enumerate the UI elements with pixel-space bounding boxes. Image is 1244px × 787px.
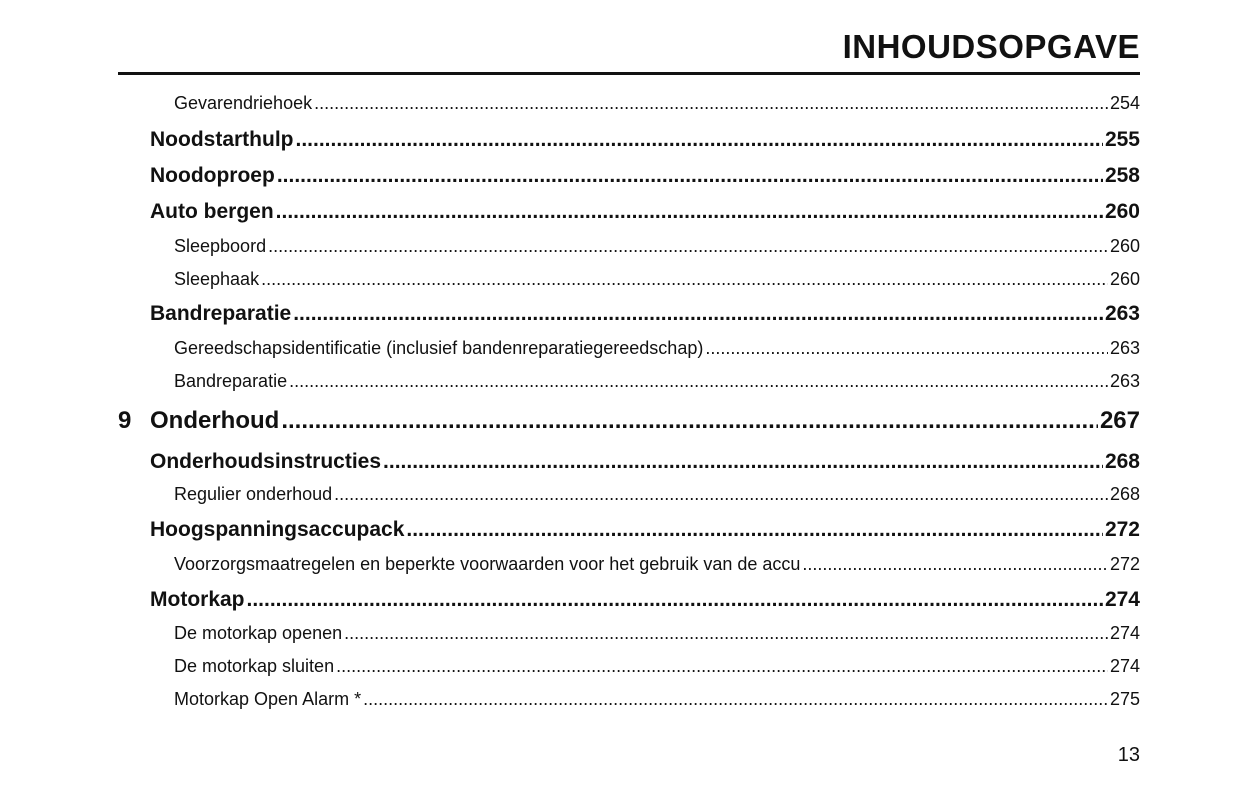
dot-leader xyxy=(314,93,1108,114)
toc-entry-page: 268 xyxy=(1109,484,1140,504)
dot-leader xyxy=(344,623,1108,644)
toc-entry-page: 258 xyxy=(1104,164,1140,187)
toc-entry-label: Sleephaak xyxy=(174,269,260,289)
toc-entry-label: Auto bergen xyxy=(150,200,274,223)
toc-entry-page: 267 xyxy=(1099,407,1140,434)
toc-entry-label: Gevarendriehoek xyxy=(174,93,313,113)
toc-entry-page: 274 xyxy=(1109,656,1140,676)
toc-entry-page: 263 xyxy=(1109,338,1140,358)
dot-leader xyxy=(334,484,1108,505)
toc-entry-label: Motorkap Open Alarm * xyxy=(174,689,362,709)
toc-entry-label: Noodoproep xyxy=(150,164,275,187)
dot-leader xyxy=(363,689,1108,710)
toc-entry-label: Onderhoud xyxy=(150,407,280,434)
toc-entry-page: 263 xyxy=(1104,302,1140,325)
toc-entry-page: 254 xyxy=(1109,93,1140,113)
dot-leader xyxy=(268,236,1108,257)
toc-entry-page: 263 xyxy=(1109,371,1140,391)
toc-entry-label: De motorkap openen xyxy=(174,623,343,643)
dot-leader xyxy=(705,338,1108,359)
dot-leader xyxy=(261,269,1108,290)
chapter-number: 9 xyxy=(118,407,132,434)
toc-entry-label: Gereedschapsidentificatie (inclusief bandenreparatiegereedschap) xyxy=(174,338,704,358)
toc-entry-label: Bandreparatie xyxy=(150,302,292,325)
page-header-title: INHOUDSOPGAVE xyxy=(842,28,1140,65)
toc-entry-page: 274 xyxy=(1109,623,1140,643)
toc-entry-label: Noodstarthulp xyxy=(150,128,294,151)
toc-entry-page: 260 xyxy=(1109,236,1140,256)
toc-entry-label: Sleepboord xyxy=(174,236,267,256)
toc-entry-label: Voorzorgsmaatregelen en beperkte voorwaarden voor het gebruik van de accu xyxy=(174,554,801,574)
dot-leader xyxy=(277,164,1103,188)
dot-leader xyxy=(276,200,1103,224)
toc-entry-page: 260 xyxy=(1109,269,1140,289)
toc-entry-page: 268 xyxy=(1104,450,1140,473)
dot-leader xyxy=(289,371,1108,392)
toc-entry-page: 272 xyxy=(1104,518,1140,541)
toc-entry-page: 275 xyxy=(1109,689,1140,709)
toc-entry-page: 272 xyxy=(1109,554,1140,574)
toc-entry-label: Regulier onderhoud xyxy=(174,484,333,504)
toc-entry-label: Motorkap xyxy=(150,588,245,611)
toc-entry-label: Hoogspanningsaccupack xyxy=(150,518,405,541)
toc-entry-label: De motorkap sluiten xyxy=(174,656,335,676)
toc-entry-label: Onderhoudsinstructies xyxy=(150,450,382,473)
toc-entry-label: Bandreparatie xyxy=(174,371,288,391)
dot-leader xyxy=(383,450,1103,474)
dot-leader xyxy=(293,302,1103,326)
header-rule xyxy=(118,72,1140,75)
toc-entry-page: 260 xyxy=(1104,200,1140,223)
dot-leader xyxy=(802,554,1108,575)
page-number: 13 xyxy=(1117,744,1140,766)
dot-leader xyxy=(281,407,1098,435)
dot-leader xyxy=(336,656,1108,677)
dot-leader xyxy=(247,588,1103,612)
dot-leader xyxy=(295,128,1102,152)
dot-leader xyxy=(406,518,1103,542)
toc-entry-page: 274 xyxy=(1104,588,1140,611)
toc-entry-page: 255 xyxy=(1104,128,1140,151)
